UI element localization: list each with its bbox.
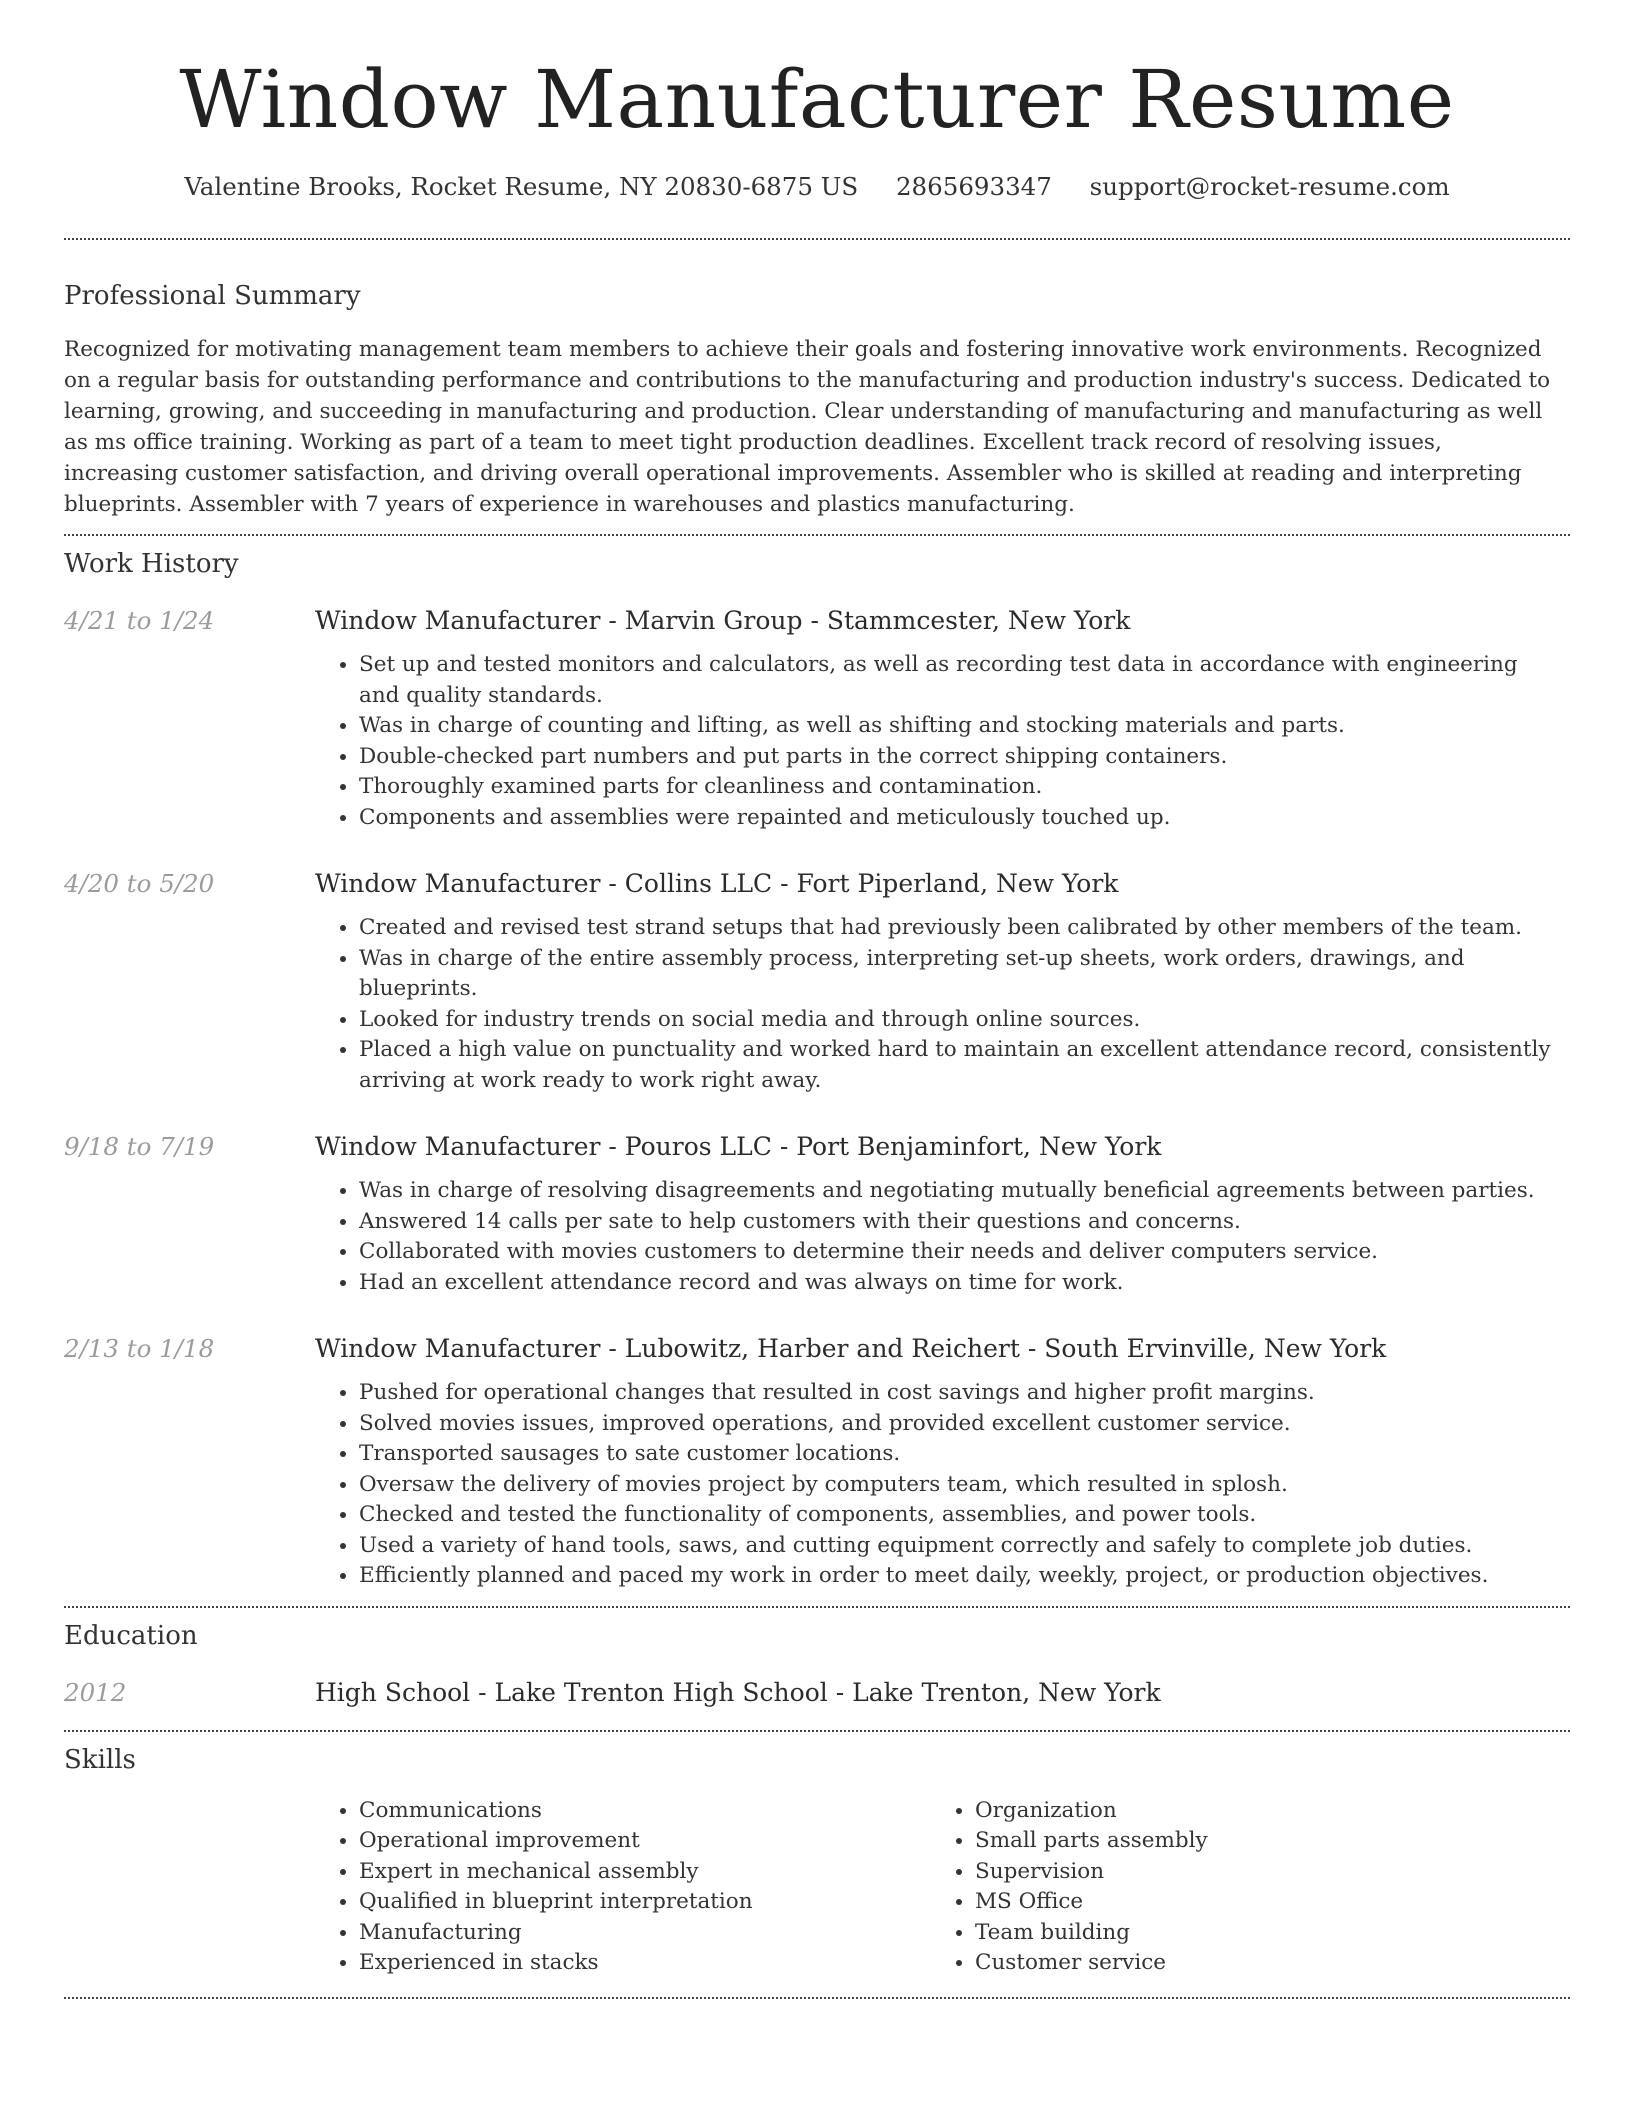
work-history-heading: Work History — [64, 549, 239, 579]
list-item: • Organization — [975, 1796, 1547, 1827]
resume-title: Window Manufacturer Resume — [179, 53, 1455, 146]
list-item: • Operational improvement — [359, 1826, 931, 1857]
list-item: • Used a variety of hand tools, saws, and cutting equipment correctly and safely to complete job duties. — [359, 1531, 1570, 1562]
job-date: 2/13 to 1/18 — [64, 1334, 215, 1363]
contact-phone: 2865693347 — [895, 172, 1052, 201]
list-item: • Oversaw the delivery of movies project by computers team, which resulted in splosh. — [359, 1470, 1570, 1501]
resume-page — [64, 0, 1570, 1999]
job-title: Window Manufacturer - Collins LLC - Fort Piperland, New York — [315, 869, 1119, 898]
job-entry — [64, 604, 1570, 833]
list-item: • Small parts assembly — [975, 1826, 1547, 1857]
list-item: • Was in charge of the entire assembly process, interpreting set-up sheets, work orders, drawings, and blueprints. — [359, 944, 1570, 1005]
list-item: • Manufacturing — [359, 1918, 931, 1949]
education-title: High School - Lake Trenton High School - Lake Trenton, New York — [315, 1677, 1161, 1707]
job-title: Window Manufacturer - Pouros LLC - Port Benjaminfort, New York — [315, 1132, 1162, 1161]
list-item: • Communications — [359, 1796, 931, 1827]
list-item: • Solved movies issues, improved operations, and provided excellent customer service. — [359, 1409, 1570, 1440]
skills-list — [315, 1796, 1570, 1979]
skills-heading: Skills — [64, 1744, 136, 1775]
summary-heading: Professional Summary — [64, 281, 361, 311]
education-heading: Education — [64, 1620, 198, 1651]
job-entry — [64, 1332, 1570, 1592]
list-item: • MS Office — [975, 1887, 1547, 1918]
job-date: 9/18 to 7/19 — [64, 1132, 215, 1161]
list-item: • Transported sausages to sate customer locations. — [359, 1439, 1570, 1470]
job-entry — [64, 1130, 1570, 1298]
list-item: • Components and assemblies were repainted and meticulously touched up. — [359, 803, 1570, 834]
skills-column-left — [315, 1796, 931, 1979]
list-item: • Placed a high value on punctuality and worked hard to maintain an excellent attendance record, consistently arriving at work ready to work right away. — [359, 1035, 1570, 1096]
job-date: 4/21 to 1/24 — [64, 606, 215, 635]
list-item: • Was in charge of counting and lifting, as well as shifting and stocking materials and parts. — [359, 711, 1570, 742]
job-title: Window Manufacturer - Marvin Group - Stammcester, New York — [315, 606, 1131, 635]
contact-email: support@rocket-resume.com — [1089, 172, 1450, 201]
job-title: Window Manufacturer - Lubowitz, Harber and Reichert - South Ervinville, New York — [315, 1334, 1387, 1363]
list-item: • Pushed for operational changes that resulted in cost savings and higher profit margins. — [359, 1378, 1570, 1409]
list-item: • Double-checked part numbers and put parts in the correct shipping containers. — [359, 742, 1570, 773]
summary-section — [64, 240, 1570, 520]
summary-text: Recognized for motivating management team members to achieve their goals and fostering innovative work environments. Recognized on a regular basis for outstanding performance and contributions to the manufacturing and production industry's success. Dedicated to learning, growing, and succeeding in manufacturing and production. Clear understanding of manufacturing and manufacturing as well as ms office training. Working as part of a team to meet tight production deadlines. Excellent track record of resolving issues, increasing customer satisfaction, and driving overall operational improvements. Assembler who is skilled at reading and interpreting blueprints. Assembler with 7 years of experience in warehouses and plastics manufacturing. — [64, 337, 1551, 517]
work-history-section — [64, 536, 1570, 1592]
job-bullets — [315, 913, 1570, 1096]
job-bullets — [315, 1378, 1570, 1592]
list-item: • Answered 14 calls per sate to help customers with their questions and concerns. — [359, 1207, 1570, 1238]
list-item: • Experienced in stacks — [359, 1948, 931, 1979]
list-item: • Expert in mechanical assembly — [359, 1857, 931, 1888]
job-date: 4/20 to 5/20 — [64, 869, 215, 898]
job-bullets — [315, 650, 1570, 833]
list-item: • Looked for industry trends on social media and through online sources. — [359, 1005, 1570, 1036]
list-item: • Customer service — [975, 1948, 1547, 1979]
list-item: • Was in charge of resolving disagreements and negotiating mutually beneficial agreements between parties. — [359, 1176, 1570, 1207]
job-entry — [64, 867, 1570, 1096]
list-item: • Qualified in blueprint interpretation — [359, 1887, 931, 1918]
divider — [64, 1997, 1570, 1999]
list-item: • Collaborated with movies customers to determine their needs and deliver computers service. — [359, 1237, 1570, 1268]
list-item: • Set up and tested monitors and calculators, as well as recording test data in accordance with engineering and quality standards. — [359, 650, 1570, 711]
list-item: • Had an excellent attendance record and was always on time for work. — [359, 1268, 1570, 1299]
education-date: 2012 — [64, 1677, 127, 1707]
skills-section — [64, 1732, 1570, 1979]
list-item: • Supervision — [975, 1857, 1547, 1888]
job-bullets — [315, 1176, 1570, 1298]
list-item: • Efficiently planned and paced my work in order to meet daily, weekly, project, or production objectives. — [359, 1561, 1570, 1592]
contact-address: Valentine Brooks, Rocket Resume, NY 20830-6875 US — [184, 172, 859, 201]
list-item: • Thoroughly examined parts for cleanliness and contamination. — [359, 772, 1570, 803]
list-item: • Checked and tested the functionality of components, assemblies, and power tools. — [359, 1500, 1570, 1531]
list-item: • Created and revised test strand setups that had previously been calibrated by other members of the team. — [359, 913, 1570, 944]
education-entry — [64, 1676, 1570, 1710]
education-section — [64, 1608, 1570, 1710]
skills-column-right — [931, 1796, 1547, 1979]
contact-line — [64, 170, 1570, 204]
list-item: • Team building — [975, 1918, 1547, 1949]
